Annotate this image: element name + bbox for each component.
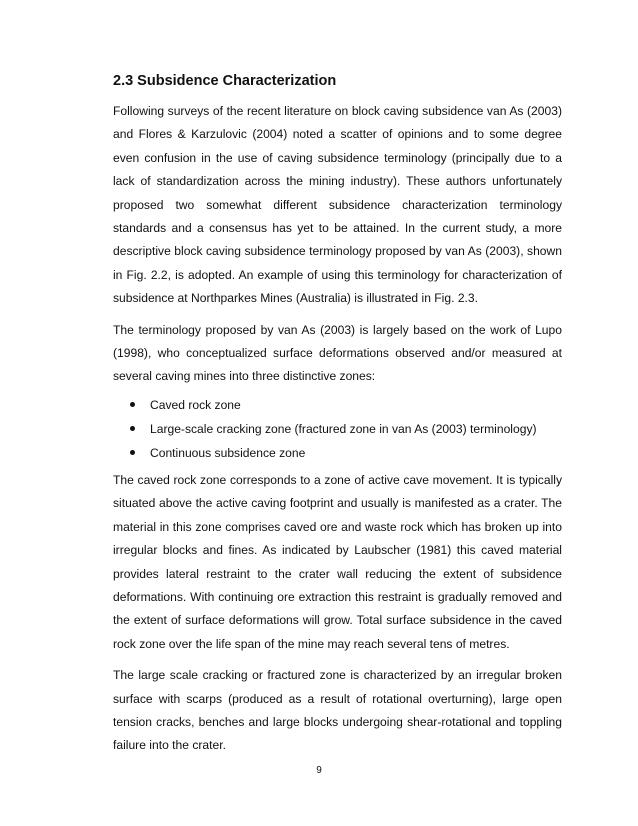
paragraph-terminology-intro: Following surveys of the recent literature on block caving subsidence van As (2003) and Flores & Karzulovic (2004) noted a scatter of opinions and to some degree even confusion in the use of caving subsidence terminology (principally due to a lack of standardization across the mining industry). These authors unfortunately proposed two somewhat different subsidence characterization terminology standards and a consensus has yet to be attained. In the current study, a more descriptive block caving subsidence terminology proposed by van As (2003), shown in Fig. 2.2, is adopted. An example of using this terminology for characterization of subsidence at Northparkes Mines (Australia) is illustrated in Fig. 2.3. <box>113 104 562 306</box>
zone-list <box>113 393 562 465</box>
list-item <box>113 417 562 441</box>
list-item <box>113 441 562 465</box>
page-number: 9 <box>316 765 322 776</box>
bullet-icon <box>130 450 135 455</box>
bullet-icon <box>130 402 135 407</box>
paragraph-lupo-zones: The terminology proposed by van As (2003) is largely based on the work of Lupo (1998), who conceptualized surface deformations observed and/or measured at several caving mines into three distinctive zones: <box>113 322 562 384</box>
zone-label: Caved rock zone <box>150 397 241 412</box>
section-heading: 2.3 Subsidence Characterization <box>113 73 337 89</box>
bullet-icon <box>130 426 135 431</box>
list-item <box>113 393 562 417</box>
paragraph-caved-rock-zone: The caved rock zone corresponds to a zone of active cave movement. It is typically situated above the active caving footprint and usually is manifested as a crater. The material in this zone comprises caved ore and waste rock which has broken up into irregular blocks and fines. As indicated by Laubscher (1981) this caved material provides lateral restraint to the crater wall reducing the extent of subsidence deformations. With continuing ore extraction this restraint is gradually removed and the extent of surface deformations will grow. Total surface subsidence in the caved rock zone over the life span of the mine may reach several tens of metres. <box>113 472 562 651</box>
zone-label: Continuous subsidence zone <box>150 445 306 460</box>
paragraph-fractured-zone: The large scale cracking or fractured zone is characterized by an irregular broken surface with scarps (produced as a result of rotational overturning), large open tension cracks, benches and large blocks undergoing shear-rotational and toppling failure into the crater. <box>113 668 562 753</box>
zone-label: Large-scale cracking zone (fractured zone in van As (2003) terminology) <box>150 421 537 436</box>
section-body <box>113 100 562 766</box>
